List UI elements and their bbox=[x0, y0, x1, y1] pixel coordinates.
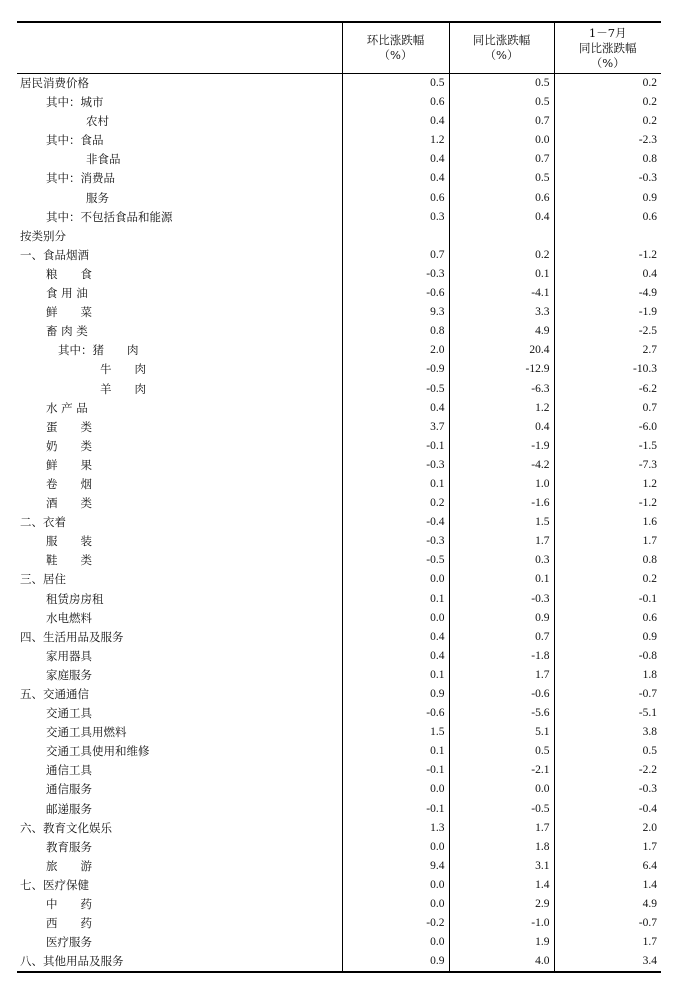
yoy-value: -12.9 bbox=[449, 360, 554, 379]
mom-value: 9.4 bbox=[342, 857, 449, 876]
row-label: 二、衣着 bbox=[20, 515, 66, 530]
header-yoy-change bbox=[449, 22, 554, 74]
ytd-value: 0.2 bbox=[554, 74, 661, 94]
mom-value: 0.0 bbox=[342, 876, 449, 895]
yoy-value: 1.8 bbox=[449, 838, 554, 857]
yoy-value: -1.0 bbox=[449, 914, 554, 933]
mom-value: 0.4 bbox=[342, 150, 449, 169]
ytd-value: 1.4 bbox=[554, 876, 661, 895]
ytd-value: 1.7 bbox=[554, 838, 661, 857]
table-row bbox=[17, 819, 661, 838]
mom-value: 0.0 bbox=[342, 895, 449, 914]
table-row bbox=[17, 628, 661, 647]
yoy-value: 20.4 bbox=[449, 341, 554, 360]
ytd-value: -6.2 bbox=[554, 380, 661, 399]
table-row bbox=[17, 494, 661, 513]
yoy-value: 0.4 bbox=[449, 208, 554, 227]
mom-value: 1.2 bbox=[342, 131, 449, 150]
row-label: 通信工具 bbox=[46, 763, 92, 778]
ytd-value: 2.7 bbox=[554, 341, 661, 360]
table-row bbox=[17, 246, 661, 265]
row-label: 交通工具 bbox=[46, 706, 92, 721]
ytd-value: -0.7 bbox=[554, 685, 661, 704]
mom-value: -0.6 bbox=[342, 284, 449, 303]
row-label: 六、教育文化娱乐 bbox=[20, 820, 112, 835]
row-label: 其中：猪 肉 bbox=[58, 343, 139, 358]
yoy-value: 0.3 bbox=[449, 551, 554, 570]
table-row bbox=[17, 265, 661, 284]
mom-value: 0.0 bbox=[342, 838, 449, 857]
header-item-column bbox=[17, 22, 342, 74]
row-label: 四、生活用品及服务 bbox=[20, 629, 124, 644]
mom-value: 0.4 bbox=[342, 169, 449, 188]
ytd-value: 0.5 bbox=[554, 742, 661, 761]
mom-value: 0.1 bbox=[342, 742, 449, 761]
ytd-value: -1.5 bbox=[554, 437, 661, 456]
table-row bbox=[17, 590, 661, 609]
header-ytd-title: 同比涨跌幅 bbox=[579, 40, 637, 55]
ytd-value: 0.4 bbox=[554, 265, 661, 284]
table-row bbox=[17, 322, 661, 341]
row-label: 牛 肉 bbox=[100, 362, 146, 377]
yoy-value: 1.7 bbox=[449, 819, 554, 838]
table-row bbox=[17, 857, 661, 876]
mom-value: 0.0 bbox=[342, 570, 449, 589]
yoy-value: -5.6 bbox=[449, 704, 554, 723]
row-label: 其中：消费品 bbox=[46, 171, 115, 186]
yoy-value: 1.9 bbox=[449, 933, 554, 952]
header-mom-title: 环比涨跌幅 bbox=[366, 33, 425, 47]
row-label: 邮递服务 bbox=[46, 801, 92, 816]
row-label: 其中：不包括食品和能源 bbox=[46, 209, 173, 224]
mom-value: -0.5 bbox=[342, 380, 449, 399]
ytd-value: 0.7 bbox=[554, 399, 661, 418]
mom-value: 0.4 bbox=[342, 399, 449, 418]
row-label: 蛋 类 bbox=[46, 419, 92, 434]
row-label: 鞋 类 bbox=[46, 553, 92, 568]
table-row bbox=[17, 723, 661, 742]
yoy-value: 5.1 bbox=[449, 723, 554, 742]
mom-value: -0.9 bbox=[342, 360, 449, 379]
row-label: 食 用 油 bbox=[46, 286, 88, 301]
row-label: 家庭服务 bbox=[46, 667, 92, 682]
table-row bbox=[17, 666, 661, 685]
ytd-value: 3.8 bbox=[554, 723, 661, 742]
yoy-value: 0.0 bbox=[449, 131, 554, 150]
table-row bbox=[17, 284, 661, 303]
mom-value: 0.1 bbox=[342, 475, 449, 494]
mom-value: 0.9 bbox=[342, 685, 449, 704]
yoy-value: 1.4 bbox=[449, 876, 554, 895]
ytd-value: 1.7 bbox=[554, 532, 661, 551]
mom-value: 0.9 bbox=[342, 952, 449, 972]
table-row bbox=[17, 303, 661, 322]
table-row bbox=[17, 761, 661, 780]
table-row bbox=[17, 570, 661, 589]
mom-value: 0.4 bbox=[342, 647, 449, 666]
header-ytd-change bbox=[554, 22, 661, 74]
ytd-value: 1.8 bbox=[554, 666, 661, 685]
table-row bbox=[17, 360, 661, 379]
table-row bbox=[17, 933, 661, 952]
row-label: 居民消费价格 bbox=[20, 76, 89, 90]
row-label: 其中：食品 bbox=[46, 133, 104, 148]
mom-value: -0.6 bbox=[342, 704, 449, 723]
yoy-value: 0.0 bbox=[449, 780, 554, 799]
yoy-value: 4.9 bbox=[449, 322, 554, 341]
ytd-value: 0.8 bbox=[554, 551, 661, 570]
cpi-table bbox=[17, 21, 661, 973]
yoy-value: 0.9 bbox=[449, 609, 554, 628]
table-row bbox=[17, 189, 661, 208]
ytd-value: -2.5 bbox=[554, 322, 661, 341]
mom-value: -0.5 bbox=[342, 551, 449, 570]
row-label: 奶 类 bbox=[46, 438, 92, 453]
yoy-value: 0.7 bbox=[449, 628, 554, 647]
table-row bbox=[17, 341, 661, 360]
yoy-value: 2.9 bbox=[449, 895, 554, 914]
mom-value: 0.4 bbox=[342, 112, 449, 131]
table-row bbox=[17, 112, 661, 131]
ytd-value: 6.4 bbox=[554, 857, 661, 876]
yoy-value: 0.7 bbox=[449, 112, 554, 131]
table-row bbox=[17, 952, 661, 972]
mom-value: 0.0 bbox=[342, 609, 449, 628]
ytd-value: -7.3 bbox=[554, 456, 661, 475]
ytd-value: -2.3 bbox=[554, 131, 661, 150]
mom-value: 0.0 bbox=[342, 933, 449, 952]
ytd-value: -5.1 bbox=[554, 704, 661, 723]
yoy-value: -2.1 bbox=[449, 761, 554, 780]
mom-value: 1.5 bbox=[342, 723, 449, 742]
yoy-value: 4.0 bbox=[449, 952, 554, 972]
table-row bbox=[17, 647, 661, 666]
row-label: 中 药 bbox=[46, 897, 92, 912]
ytd-value: 1.2 bbox=[554, 475, 661, 494]
table-row bbox=[17, 513, 661, 532]
row-label: 七、医疗保健 bbox=[20, 877, 89, 892]
row-label: 鲜 果 bbox=[46, 457, 92, 472]
row-label: 按类别分 bbox=[20, 228, 66, 243]
ytd-value: -0.8 bbox=[554, 647, 661, 666]
row-label: 西 药 bbox=[46, 916, 92, 931]
ytd-value: 3.4 bbox=[554, 952, 661, 972]
yoy-value: 0.5 bbox=[449, 93, 554, 112]
row-label: 通信服务 bbox=[46, 782, 92, 797]
mom-value: 0.0 bbox=[342, 780, 449, 799]
table-row bbox=[17, 208, 661, 227]
yoy-value: -1.6 bbox=[449, 494, 554, 513]
table-row bbox=[17, 131, 661, 150]
cpi-table-container bbox=[17, 21, 661, 973]
mom-value: 0.6 bbox=[342, 93, 449, 112]
table-header-row bbox=[17, 22, 661, 74]
yoy-value bbox=[449, 227, 554, 246]
yoy-value: 0.7 bbox=[449, 150, 554, 169]
header-ytd-unit: （%） bbox=[590, 55, 625, 70]
table-row bbox=[17, 418, 661, 437]
ytd-value: 0.2 bbox=[554, 93, 661, 112]
table-row bbox=[17, 780, 661, 799]
table-row bbox=[17, 551, 661, 570]
table-row bbox=[17, 456, 661, 475]
ytd-value: -2.2 bbox=[554, 761, 661, 780]
ytd-value: -1.2 bbox=[554, 246, 661, 265]
row-label: 其中：城市 bbox=[46, 95, 104, 110]
yoy-value: -6.3 bbox=[449, 380, 554, 399]
yoy-value: 1.2 bbox=[449, 399, 554, 418]
ytd-value: 0.2 bbox=[554, 112, 661, 131]
row-label: 水 产 品 bbox=[46, 400, 88, 415]
mom-value: 9.3 bbox=[342, 303, 449, 322]
yoy-value: -4.2 bbox=[449, 456, 554, 475]
row-label: 服务 bbox=[86, 190, 109, 205]
table-row bbox=[17, 169, 661, 188]
row-label: 服 装 bbox=[46, 534, 92, 549]
header-yoy-title: 同比涨跌幅 bbox=[472, 33, 531, 47]
mom-value: 0.2 bbox=[342, 494, 449, 513]
ytd-value: 0.8 bbox=[554, 150, 661, 169]
mom-value: 0.1 bbox=[342, 666, 449, 685]
row-label: 酒 类 bbox=[46, 496, 92, 511]
mom-value: 0.4 bbox=[342, 628, 449, 647]
row-label: 八、其他用品及服务 bbox=[17, 952, 342, 972]
table-row bbox=[17, 93, 661, 112]
ytd-value: -1.2 bbox=[554, 494, 661, 513]
mom-value: -0.1 bbox=[342, 761, 449, 780]
table-row bbox=[17, 399, 661, 418]
table-row bbox=[17, 475, 661, 494]
ytd-value: -6.0 bbox=[554, 418, 661, 437]
mom-value: 3.7 bbox=[342, 418, 449, 437]
table-row bbox=[17, 227, 661, 246]
row-label: 农村 bbox=[86, 114, 109, 129]
table-row bbox=[17, 532, 661, 551]
yoy-value: 1.7 bbox=[449, 666, 554, 685]
row-label: 水电燃料 bbox=[46, 610, 92, 625]
yoy-value: 1.7 bbox=[449, 532, 554, 551]
table-row bbox=[17, 914, 661, 933]
ytd-value: -0.1 bbox=[554, 590, 661, 609]
table-row bbox=[17, 609, 661, 628]
mom-value: 1.3 bbox=[342, 819, 449, 838]
ytd-value: 0.9 bbox=[554, 628, 661, 647]
ytd-value: 0.9 bbox=[554, 189, 661, 208]
row-label: 卷 烟 bbox=[46, 476, 92, 491]
yoy-value: 3.1 bbox=[449, 857, 554, 876]
ytd-value: -4.9 bbox=[554, 284, 661, 303]
ytd-value: -0.3 bbox=[554, 169, 661, 188]
mom-value: 0.7 bbox=[342, 246, 449, 265]
table-row bbox=[17, 704, 661, 723]
row-label: 交通工具用燃料 bbox=[46, 725, 127, 740]
row-label: 一、食品烟酒 bbox=[20, 247, 89, 262]
mom-value: 0.1 bbox=[342, 590, 449, 609]
mom-value: 0.6 bbox=[342, 189, 449, 208]
ytd-value: 1.7 bbox=[554, 933, 661, 952]
ytd-value: 0.6 bbox=[554, 208, 661, 227]
table-row bbox=[17, 895, 661, 914]
ytd-value: 4.9 bbox=[554, 895, 661, 914]
row-label: 医疗服务 bbox=[46, 935, 92, 950]
table-row bbox=[17, 838, 661, 857]
ytd-value: -0.3 bbox=[554, 780, 661, 799]
ytd-value: -0.4 bbox=[554, 800, 661, 819]
row-label: 五、交通通信 bbox=[20, 687, 89, 701]
row-label: 畜 肉 类 bbox=[46, 324, 88, 339]
table-row bbox=[17, 74, 661, 94]
mom-value: 0.8 bbox=[342, 322, 449, 341]
yoy-value: 0.1 bbox=[449, 570, 554, 589]
row-label: 租赁房房租 bbox=[46, 591, 104, 606]
mom-value: -0.2 bbox=[342, 914, 449, 933]
mom-value: -0.3 bbox=[342, 456, 449, 475]
yoy-value: -0.6 bbox=[449, 685, 554, 704]
mom-value: -0.1 bbox=[342, 437, 449, 456]
ytd-value: -0.7 bbox=[554, 914, 661, 933]
yoy-value: 0.5 bbox=[449, 742, 554, 761]
yoy-value: -4.1 bbox=[449, 284, 554, 303]
yoy-value: 0.6 bbox=[449, 189, 554, 208]
mom-value: 0.5 bbox=[342, 74, 449, 94]
row-label: 教育服务 bbox=[46, 839, 92, 854]
yoy-value: -1.9 bbox=[449, 437, 554, 456]
yoy-value: 3.3 bbox=[449, 303, 554, 322]
row-label: 羊 肉 bbox=[100, 381, 146, 396]
header-mom-change bbox=[342, 22, 449, 74]
mom-value: -0.3 bbox=[342, 265, 449, 284]
ytd-value: 1.6 bbox=[554, 513, 661, 532]
yoy-value: 1.5 bbox=[449, 513, 554, 532]
row-label: 粮 食 bbox=[46, 266, 92, 281]
ytd-value: 0.6 bbox=[554, 609, 661, 628]
mom-value: 0.3 bbox=[342, 208, 449, 227]
ytd-value: 2.0 bbox=[554, 819, 661, 838]
mom-value: -0.1 bbox=[342, 800, 449, 819]
table-row bbox=[17, 800, 661, 819]
ytd-value: -10.3 bbox=[554, 360, 661, 379]
row-label: 三、居住 bbox=[20, 572, 66, 587]
table-row bbox=[17, 742, 661, 761]
table-row bbox=[17, 876, 661, 895]
yoy-value: 0.5 bbox=[449, 169, 554, 188]
table-row bbox=[17, 150, 661, 169]
ytd-value bbox=[554, 227, 661, 246]
table-row bbox=[17, 380, 661, 399]
ytd-value: -1.9 bbox=[554, 303, 661, 322]
mom-value: 2.0 bbox=[342, 341, 449, 360]
row-label: 非食品 bbox=[86, 152, 121, 167]
row-label: 旅 游 bbox=[46, 858, 92, 873]
ytd-value: 0.2 bbox=[554, 570, 661, 589]
yoy-value: 0.1 bbox=[449, 265, 554, 284]
row-label: 交通工具使用和维修 bbox=[46, 744, 150, 759]
mom-value bbox=[342, 227, 449, 246]
row-label: 鲜 菜 bbox=[46, 305, 92, 320]
row-label: 家用器具 bbox=[46, 648, 92, 663]
table-row bbox=[17, 437, 661, 456]
yoy-value: 0.2 bbox=[449, 246, 554, 265]
yoy-value: 0.5 bbox=[449, 74, 554, 94]
mom-value: -0.3 bbox=[342, 532, 449, 551]
mom-value: -0.4 bbox=[342, 513, 449, 532]
header-mom-unit: （%） bbox=[378, 48, 413, 62]
yoy-value: 1.0 bbox=[449, 475, 554, 494]
yoy-value: -0.3 bbox=[449, 590, 554, 609]
table-row bbox=[17, 685, 661, 704]
header-yoy-unit: （%） bbox=[484, 48, 519, 62]
yoy-value: -1.8 bbox=[449, 647, 554, 666]
yoy-value: -0.5 bbox=[449, 800, 554, 819]
yoy-value: 0.4 bbox=[449, 418, 554, 437]
header-ytd-period: 1－7月 bbox=[588, 25, 627, 40]
